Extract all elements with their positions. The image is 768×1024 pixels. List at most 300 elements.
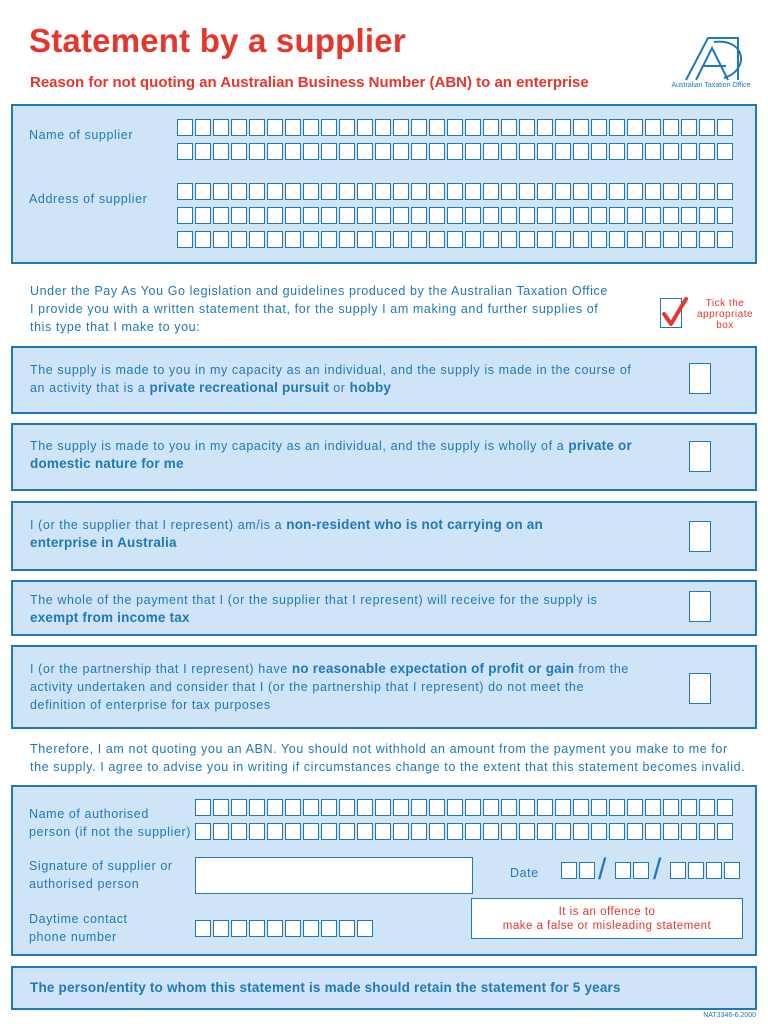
statement-emphasis: private or bbox=[568, 438, 632, 453]
char-cell[interactable] bbox=[231, 799, 247, 816]
char-cell[interactable] bbox=[663, 823, 679, 840]
tick-hint-line-1: Tick the bbox=[705, 298, 745, 309]
char-cell[interactable] bbox=[537, 143, 553, 160]
char-cell[interactable] bbox=[303, 183, 319, 200]
char-cell[interactable] bbox=[267, 823, 283, 840]
date-label: Date bbox=[510, 866, 539, 880]
phone-label-1: Daytime contact bbox=[29, 912, 128, 926]
char-cell[interactable] bbox=[213, 119, 229, 136]
char-cell[interactable] bbox=[357, 207, 373, 224]
char-cell[interactable] bbox=[465, 119, 481, 136]
statement-text: activity undertaken and consider that I (or the partnership that I represent) do not meet the bbox=[30, 680, 584, 694]
char-cell[interactable] bbox=[537, 231, 553, 248]
char-cell[interactable] bbox=[555, 231, 571, 248]
char-cell[interactable] bbox=[609, 207, 625, 224]
char-cell[interactable] bbox=[429, 799, 445, 816]
char-cell[interactable] bbox=[681, 207, 697, 224]
supplier-address-label: Address of supplier bbox=[29, 192, 148, 206]
statement-text: I (or the supplier that I represent) am/is a bbox=[30, 518, 287, 532]
char-cell[interactable] bbox=[591, 231, 607, 248]
char-cell[interactable] bbox=[213, 231, 229, 248]
char-cell[interactable] bbox=[681, 143, 697, 160]
char-cell[interactable] bbox=[537, 207, 553, 224]
char-cell[interactable] bbox=[393, 207, 409, 224]
char-cell[interactable] bbox=[393, 143, 409, 160]
char-cell[interactable] bbox=[681, 231, 697, 248]
char-cell[interactable] bbox=[627, 231, 643, 248]
char-cell[interactable] bbox=[285, 207, 301, 224]
char-cell[interactable] bbox=[717, 119, 733, 136]
char-cell[interactable] bbox=[447, 119, 463, 136]
statement-text: or bbox=[329, 381, 350, 395]
char-cell[interactable] bbox=[447, 183, 463, 200]
char-cell[interactable] bbox=[429, 119, 445, 136]
date-year-cells[interactable] bbox=[670, 862, 740, 879]
offence-warning bbox=[471, 898, 743, 939]
char-cell[interactable] bbox=[663, 231, 679, 248]
tick-hint bbox=[688, 298, 762, 331]
char-cell[interactable] bbox=[357, 823, 373, 840]
char-cell[interactable] bbox=[699, 231, 715, 248]
statement-text: The supply is made to you in my capacity as an individual, and the supply is wholly of a bbox=[30, 439, 569, 453]
char-cell[interactable] bbox=[339, 183, 355, 200]
char-cell[interactable] bbox=[303, 119, 319, 136]
date-day-cells[interactable] bbox=[561, 862, 595, 879]
char-cell[interactable] bbox=[483, 231, 499, 248]
statement-emphasis: private recreational pursuit bbox=[149, 380, 330, 395]
char-cell[interactable] bbox=[519, 207, 535, 224]
char-cell[interactable] bbox=[501, 231, 517, 248]
char-cell[interactable] bbox=[663, 799, 679, 816]
authorised-name-label-2: person (if not the supplier) bbox=[29, 825, 192, 839]
char-cell[interactable] bbox=[213, 799, 229, 816]
char-cell[interactable] bbox=[321, 119, 337, 136]
hobby-tick-box[interactable] bbox=[689, 363, 711, 394]
char-cell[interactable] bbox=[645, 823, 661, 840]
statement-text: The supply is made to you in my capacity as an individual, and the supply is made in the course of bbox=[30, 363, 632, 377]
char-cell[interactable] bbox=[627, 143, 643, 160]
char-cell[interactable] bbox=[195, 143, 211, 160]
char-cell[interactable] bbox=[249, 920, 265, 937]
char-cell[interactable] bbox=[483, 823, 499, 840]
char-cell[interactable] bbox=[519, 183, 535, 200]
char-cell[interactable] bbox=[195, 823, 211, 840]
statement-text: I (or the partnership that I represent) have bbox=[30, 662, 292, 676]
char-cell[interactable] bbox=[231, 920, 247, 937]
char-cell[interactable] bbox=[267, 920, 283, 937]
char-cell[interactable] bbox=[519, 799, 535, 816]
char-cell[interactable] bbox=[483, 143, 499, 160]
retain-notice-panel bbox=[11, 966, 757, 1010]
char-cell[interactable] bbox=[429, 183, 445, 200]
char-cell[interactable] bbox=[285, 920, 301, 937]
char-cell[interactable] bbox=[357, 143, 373, 160]
char-cell[interactable] bbox=[411, 823, 427, 840]
char-cell[interactable] bbox=[555, 183, 571, 200]
char-cell[interactable] bbox=[429, 143, 445, 160]
char-cell[interactable] bbox=[519, 231, 535, 248]
supplier-details-panel bbox=[11, 104, 757, 264]
char-cell[interactable] bbox=[699, 143, 715, 160]
char-cell[interactable] bbox=[663, 119, 679, 136]
form-code: NAT3346-6.2000 bbox=[703, 1012, 756, 1019]
char-cell[interactable] bbox=[645, 231, 661, 248]
char-cell[interactable] bbox=[357, 231, 373, 248]
char-cell[interactable] bbox=[267, 799, 283, 816]
char-cell[interactable] bbox=[501, 207, 517, 224]
char-cell[interactable] bbox=[195, 207, 211, 224]
char-cell[interactable] bbox=[688, 862, 704, 879]
statement-text: an activity that is a bbox=[30, 381, 150, 395]
char-cell[interactable] bbox=[573, 799, 589, 816]
char-cell[interactable] bbox=[645, 183, 661, 200]
char-cell[interactable] bbox=[501, 119, 517, 136]
checkmark-icon bbox=[660, 296, 690, 330]
tick-hint-line-2: appropriate bbox=[696, 309, 754, 320]
char-cell[interactable] bbox=[231, 143, 247, 160]
char-cell[interactable] bbox=[195, 231, 211, 248]
char-cell[interactable] bbox=[699, 207, 715, 224]
char-cell[interactable] bbox=[573, 119, 589, 136]
char-cell[interactable] bbox=[663, 143, 679, 160]
offence-line-2: make a false or misleading statement bbox=[502, 920, 712, 932]
retain-notice: The person/entity to whom this statement is made should retain the statement for 5 years bbox=[30, 980, 621, 995]
char-cell[interactable] bbox=[231, 119, 247, 136]
char-cell[interactable] bbox=[717, 143, 733, 160]
char-cell[interactable] bbox=[321, 183, 337, 200]
char-cell[interactable] bbox=[573, 207, 589, 224]
char-cell[interactable] bbox=[321, 920, 337, 937]
char-cell[interactable] bbox=[375, 119, 391, 136]
char-cell[interactable] bbox=[573, 823, 589, 840]
form-subtitle: Reason for not quoting an Australian Business Number (ABN) to an enterprise bbox=[30, 74, 589, 91]
char-cell[interactable] bbox=[375, 799, 391, 816]
char-cell[interactable] bbox=[375, 207, 391, 224]
char-cell[interactable] bbox=[285, 823, 301, 840]
char-cell[interactable] bbox=[501, 183, 517, 200]
char-cell[interactable] bbox=[501, 823, 517, 840]
char-cell[interactable] bbox=[483, 119, 499, 136]
char-cell[interactable] bbox=[537, 799, 553, 816]
char-cell[interactable] bbox=[321, 823, 337, 840]
char-cell[interactable] bbox=[393, 183, 409, 200]
char-cell[interactable] bbox=[609, 143, 625, 160]
char-cell[interactable] bbox=[429, 823, 445, 840]
statement-emphasis: exempt from income tax bbox=[30, 610, 190, 625]
char-cell[interactable] bbox=[339, 143, 355, 160]
char-cell[interactable] bbox=[411, 231, 427, 248]
statement-emphasis: non-resident who is not carrying on an bbox=[286, 517, 543, 532]
char-cell[interactable] bbox=[681, 823, 697, 840]
char-cell[interactable] bbox=[303, 823, 319, 840]
char-cell[interactable] bbox=[177, 183, 193, 200]
char-cell[interactable] bbox=[411, 143, 427, 160]
char-cell[interactable] bbox=[411, 207, 427, 224]
char-cell[interactable] bbox=[537, 823, 553, 840]
char-cell[interactable] bbox=[321, 799, 337, 816]
char-cell[interactable] bbox=[645, 143, 661, 160]
char-cell[interactable] bbox=[537, 119, 553, 136]
char-cell[interactable] bbox=[249, 183, 265, 200]
statement-non-resident-text bbox=[30, 516, 680, 552]
char-cell[interactable] bbox=[393, 119, 409, 136]
char-cell[interactable] bbox=[699, 799, 715, 816]
char-cell[interactable] bbox=[717, 823, 733, 840]
private-tick-box[interactable] bbox=[689, 441, 711, 472]
char-cell[interactable] bbox=[195, 799, 211, 816]
char-cell[interactable] bbox=[706, 862, 722, 879]
authorised-name-row-1[interactable] bbox=[195, 799, 733, 816]
char-cell[interactable] bbox=[393, 823, 409, 840]
char-cell[interactable] bbox=[447, 143, 463, 160]
char-cell[interactable] bbox=[519, 119, 535, 136]
supplier-address-row-1[interactable] bbox=[177, 183, 733, 200]
char-cell[interactable] bbox=[285, 143, 301, 160]
char-cell[interactable] bbox=[339, 799, 355, 816]
char-cell[interactable] bbox=[357, 119, 373, 136]
char-cell[interactable] bbox=[339, 823, 355, 840]
char-cell[interactable] bbox=[249, 143, 265, 160]
char-cell[interactable] bbox=[591, 823, 607, 840]
char-cell[interactable] bbox=[321, 231, 337, 248]
char-cell[interactable] bbox=[303, 799, 319, 816]
char-cell[interactable] bbox=[591, 799, 607, 816]
supplier-address-row-3[interactable] bbox=[177, 231, 733, 248]
char-cell[interactable] bbox=[375, 183, 391, 200]
char-cell[interactable] bbox=[699, 183, 715, 200]
tick-hint-line-3: box bbox=[716, 320, 734, 331]
statement-text: from the bbox=[574, 662, 629, 676]
char-cell[interactable] bbox=[717, 207, 733, 224]
char-cell[interactable] bbox=[573, 143, 589, 160]
char-cell[interactable] bbox=[483, 207, 499, 224]
char-cell[interactable] bbox=[555, 799, 571, 816]
char-cell[interactable] bbox=[555, 823, 571, 840]
char-cell[interactable] bbox=[501, 799, 517, 816]
char-cell[interactable] bbox=[447, 823, 463, 840]
char-cell[interactable] bbox=[699, 823, 715, 840]
char-cell[interactable] bbox=[267, 143, 283, 160]
char-cell[interactable] bbox=[231, 231, 247, 248]
intro-line-3: this type that I make to you: bbox=[30, 320, 201, 334]
char-cell[interactable] bbox=[177, 143, 193, 160]
char-cell[interactable] bbox=[573, 231, 589, 248]
signature-field[interactable] bbox=[195, 857, 473, 894]
char-cell[interactable] bbox=[177, 207, 193, 224]
char-cell[interactable] bbox=[321, 207, 337, 224]
char-cell[interactable] bbox=[177, 231, 193, 248]
char-cell[interactable] bbox=[213, 207, 229, 224]
char-cell[interactable] bbox=[501, 143, 517, 160]
char-cell[interactable] bbox=[609, 799, 625, 816]
char-cell[interactable] bbox=[357, 183, 373, 200]
date-month-cells[interactable] bbox=[615, 862, 649, 879]
char-cell[interactable] bbox=[267, 207, 283, 224]
supplier-address-row-2[interactable] bbox=[177, 207, 733, 224]
char-cell[interactable] bbox=[249, 823, 265, 840]
form-title: Statement by a supplier bbox=[29, 22, 406, 59]
char-cell[interactable] bbox=[627, 823, 643, 840]
date-separator-icon: / bbox=[653, 853, 662, 886]
char-cell[interactable] bbox=[231, 207, 247, 224]
char-cell[interactable] bbox=[249, 119, 265, 136]
statement-text: definition of enterprise for tax purposes bbox=[30, 698, 271, 712]
statement-emphasis: hobby bbox=[349, 380, 392, 395]
exempt-tick-box[interactable] bbox=[689, 591, 711, 622]
char-cell[interactable] bbox=[663, 183, 679, 200]
no-profit-tick-box[interactable] bbox=[689, 673, 711, 704]
char-cell[interactable] bbox=[561, 862, 577, 879]
char-cell[interactable] bbox=[303, 207, 319, 224]
char-cell[interactable] bbox=[303, 920, 319, 937]
char-cell[interactable] bbox=[213, 823, 229, 840]
char-cell[interactable] bbox=[519, 823, 535, 840]
char-cell[interactable] bbox=[321, 143, 337, 160]
char-cell[interactable] bbox=[285, 183, 301, 200]
authorised-name-label-1: Name of authorised bbox=[29, 807, 149, 821]
char-cell[interactable] bbox=[627, 207, 643, 224]
char-cell[interactable] bbox=[375, 143, 391, 160]
char-cell[interactable] bbox=[627, 799, 643, 816]
char-cell[interactable] bbox=[645, 207, 661, 224]
char-cell[interactable] bbox=[670, 862, 686, 879]
char-cell[interactable] bbox=[483, 799, 499, 816]
char-cell[interactable] bbox=[267, 231, 283, 248]
char-cell[interactable] bbox=[465, 183, 481, 200]
char-cell[interactable] bbox=[633, 862, 649, 879]
char-cell[interactable] bbox=[339, 920, 355, 937]
char-cell[interactable] bbox=[213, 920, 229, 937]
statement-text: The whole of the payment that I (or the supplier that I represent) will receive for the supply is bbox=[30, 593, 598, 607]
char-cell[interactable] bbox=[411, 799, 427, 816]
phone-cells[interactable] bbox=[195, 920, 373, 937]
char-cell[interactable] bbox=[393, 799, 409, 816]
char-cell[interactable] bbox=[681, 119, 697, 136]
supplier-name-row-2[interactable] bbox=[177, 143, 733, 160]
char-cell[interactable] bbox=[195, 119, 211, 136]
char-cell[interactable] bbox=[195, 183, 211, 200]
char-cell[interactable] bbox=[681, 183, 697, 200]
char-cell[interactable] bbox=[609, 823, 625, 840]
therefore-line-1: Therefore, I am not quoting you an ABN. You should not withhold an amount from the payment you make to me for bbox=[30, 742, 728, 756]
char-cell[interactable] bbox=[609, 231, 625, 248]
char-cell[interactable] bbox=[411, 183, 427, 200]
char-cell[interactable] bbox=[555, 207, 571, 224]
char-cell[interactable] bbox=[339, 119, 355, 136]
statement-emphasis: enterprise in Australia bbox=[30, 535, 177, 550]
signature-label-1: Signature of supplier or bbox=[29, 859, 173, 873]
char-cell[interactable] bbox=[591, 119, 607, 136]
char-cell[interactable] bbox=[645, 799, 661, 816]
authorised-name-row-2[interactable] bbox=[195, 823, 733, 840]
char-cell[interactable] bbox=[285, 119, 301, 136]
char-cell[interactable] bbox=[267, 119, 283, 136]
char-cell[interactable] bbox=[339, 207, 355, 224]
char-cell[interactable] bbox=[609, 183, 625, 200]
char-cell[interactable] bbox=[615, 862, 631, 879]
char-cell[interactable] bbox=[411, 119, 427, 136]
char-cell[interactable] bbox=[303, 231, 319, 248]
statement-emphasis: domestic nature for me bbox=[30, 456, 184, 471]
char-cell[interactable] bbox=[579, 862, 595, 879]
char-cell[interactable] bbox=[213, 143, 229, 160]
char-cell[interactable] bbox=[375, 231, 391, 248]
char-cell[interactable] bbox=[555, 143, 571, 160]
char-cell[interactable] bbox=[483, 183, 499, 200]
statement-emphasis: no reasonable expectation of profit or gain bbox=[291, 661, 575, 676]
char-cell[interactable] bbox=[393, 231, 409, 248]
char-cell[interactable] bbox=[429, 231, 445, 248]
char-cell[interactable] bbox=[447, 207, 463, 224]
statement-exempt-text bbox=[30, 591, 680, 627]
char-cell[interactable] bbox=[645, 119, 661, 136]
char-cell[interactable] bbox=[627, 119, 643, 136]
char-cell[interactable] bbox=[717, 231, 733, 248]
char-cell[interactable] bbox=[357, 799, 373, 816]
char-cell[interactable] bbox=[249, 799, 265, 816]
therefore-line-2: the supply. I agree to advise you in writing if circumstances change to the extent that this statement becomes invalid. bbox=[30, 760, 746, 774]
char-cell[interactable] bbox=[303, 143, 319, 160]
char-cell[interactable] bbox=[724, 862, 740, 879]
char-cell[interactable] bbox=[555, 119, 571, 136]
char-cell[interactable] bbox=[465, 143, 481, 160]
char-cell[interactable] bbox=[249, 207, 265, 224]
authorised-person-panel bbox=[11, 785, 757, 956]
phone-label-2: phone number bbox=[29, 930, 117, 944]
char-cell[interactable] bbox=[339, 231, 355, 248]
char-cell[interactable] bbox=[249, 231, 265, 248]
supplier-name-row-1[interactable] bbox=[177, 119, 733, 136]
char-cell[interactable] bbox=[465, 231, 481, 248]
char-cell[interactable] bbox=[573, 183, 589, 200]
char-cell[interactable] bbox=[447, 231, 463, 248]
char-cell[interactable] bbox=[465, 207, 481, 224]
char-cell[interactable] bbox=[375, 823, 391, 840]
offence-line-1: It is an offence to bbox=[558, 906, 656, 918]
char-cell[interactable] bbox=[663, 207, 679, 224]
char-cell[interactable] bbox=[177, 119, 193, 136]
date-separator-icon: / bbox=[598, 853, 607, 886]
char-cell[interactable] bbox=[699, 119, 715, 136]
char-cell[interactable] bbox=[267, 183, 283, 200]
char-cell[interactable] bbox=[213, 183, 229, 200]
supplier-name-label: Name of supplier bbox=[29, 128, 134, 142]
char-cell[interactable] bbox=[231, 183, 247, 200]
char-cell[interactable] bbox=[717, 799, 733, 816]
char-cell[interactable] bbox=[285, 799, 301, 816]
signature-label-2: authorised person bbox=[29, 877, 140, 891]
statement-hobby-text bbox=[30, 361, 680, 397]
char-cell[interactable] bbox=[195, 920, 211, 937]
char-cell[interactable] bbox=[591, 143, 607, 160]
char-cell[interactable] bbox=[681, 799, 697, 816]
char-cell[interactable] bbox=[465, 799, 481, 816]
char-cell[interactable] bbox=[591, 207, 607, 224]
char-cell[interactable] bbox=[231, 823, 247, 840]
char-cell[interactable] bbox=[447, 799, 463, 816]
char-cell[interactable] bbox=[285, 231, 301, 248]
char-cell[interactable] bbox=[717, 183, 733, 200]
non-resident-tick-box[interactable] bbox=[689, 521, 711, 552]
char-cell[interactable] bbox=[357, 920, 373, 937]
char-cell[interactable] bbox=[429, 207, 445, 224]
char-cell[interactable] bbox=[519, 143, 535, 160]
char-cell[interactable] bbox=[609, 119, 625, 136]
char-cell[interactable] bbox=[591, 183, 607, 200]
char-cell[interactable] bbox=[537, 183, 553, 200]
char-cell[interactable] bbox=[465, 823, 481, 840]
char-cell[interactable] bbox=[627, 183, 643, 200]
